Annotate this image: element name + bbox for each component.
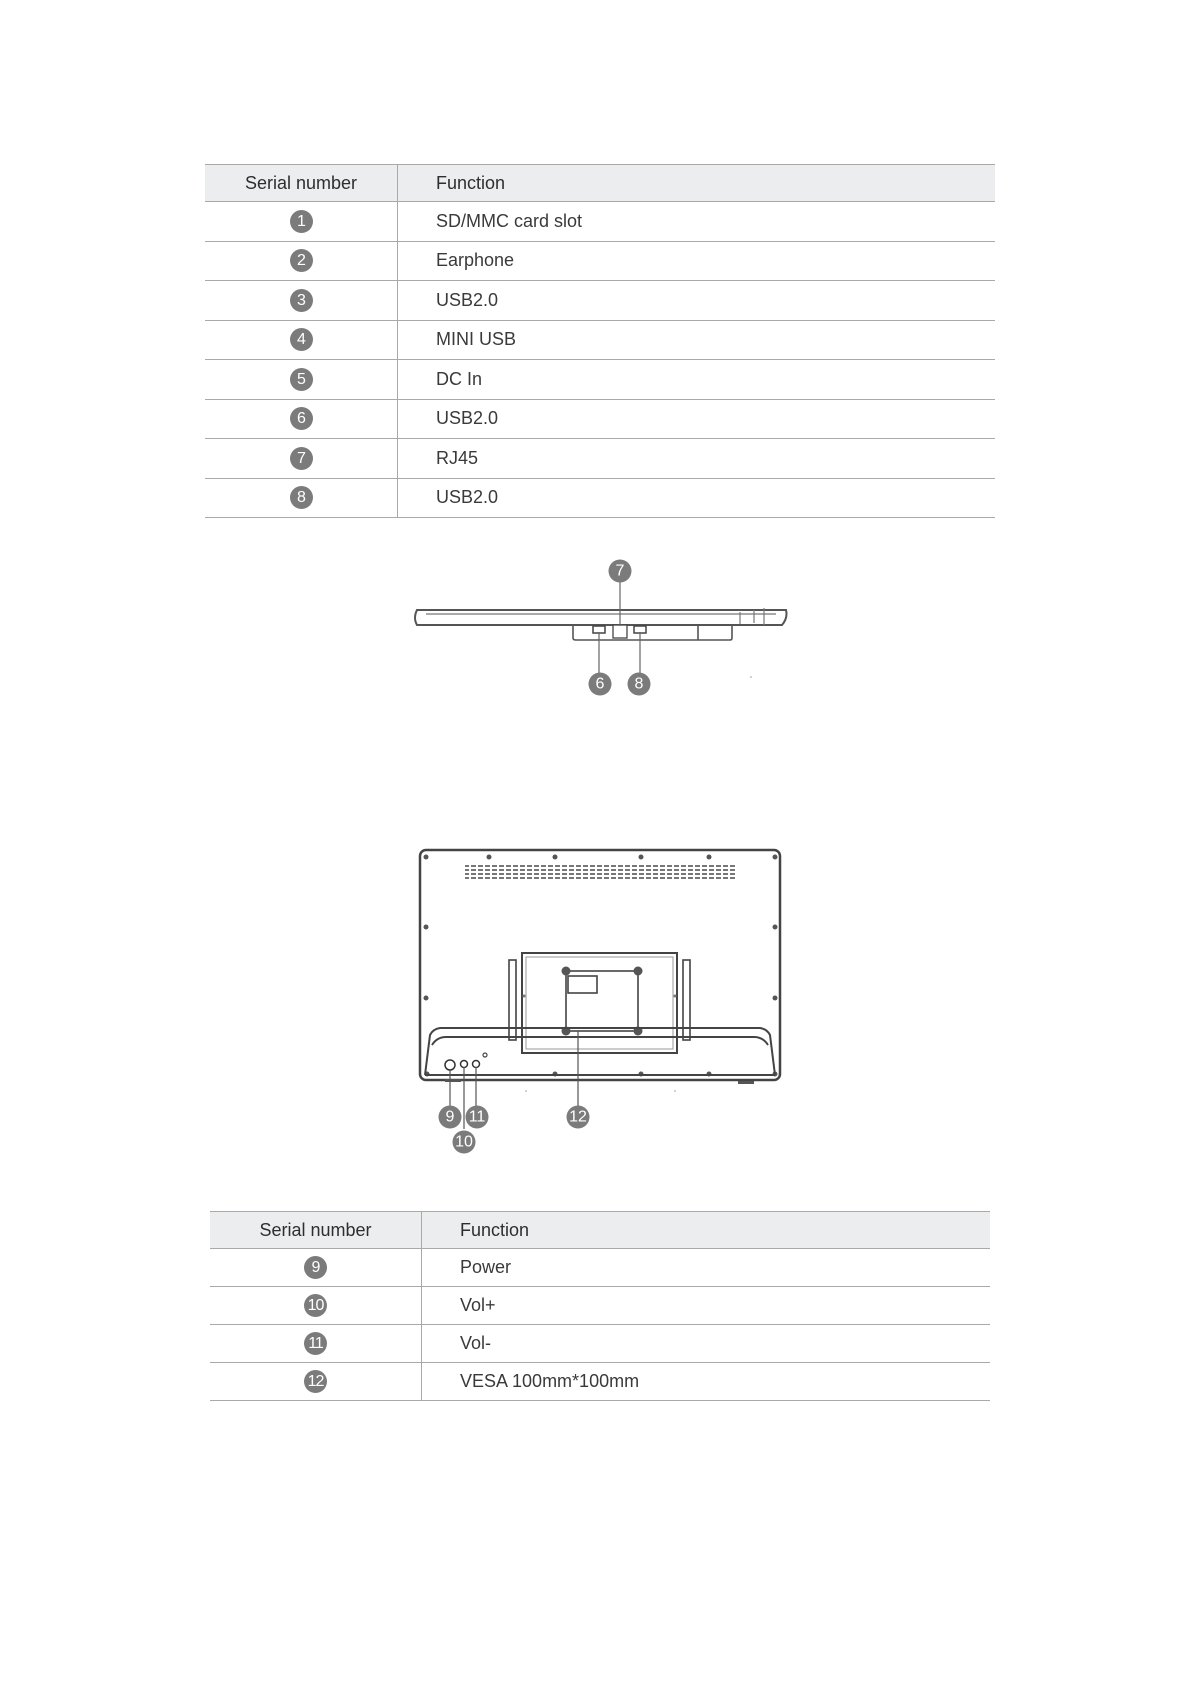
serial-badge: 12 (304, 1370, 327, 1393)
back-view-diagram (410, 845, 790, 1165)
function-cell: RJ45 (398, 439, 996, 479)
callout-badge (589, 673, 612, 696)
table-row (210, 1287, 990, 1325)
serial-number-header: Serial number (205, 165, 398, 202)
callout-badge (453, 1131, 476, 1154)
function-cell: MINI USB (398, 320, 996, 360)
function-cell: USB2.0 (398, 281, 996, 321)
serial-badge: 8 (290, 486, 313, 509)
serial-badge: 9 (304, 1256, 327, 1279)
callout-badge (439, 1106, 462, 1129)
function-cell: Earphone (398, 241, 996, 281)
function-cell: SD/MMC card slot (398, 202, 996, 242)
table-row (205, 281, 995, 321)
serial-badge: 3 (290, 289, 313, 312)
function-cell: Vol+ (422, 1287, 991, 1325)
callout-badge (466, 1106, 489, 1129)
function-cell: Vol- (422, 1325, 991, 1363)
serial-badge: 2 (290, 249, 313, 272)
table-header-row (205, 165, 995, 202)
callout-badge (567, 1106, 590, 1129)
port-table-bottom (210, 1211, 990, 1401)
rj45-port-shape (613, 625, 627, 638)
serial-badge: 10 (304, 1294, 327, 1317)
table-row (210, 1325, 990, 1363)
usb-port-8-shape (634, 626, 646, 633)
table-header-row (210, 1212, 990, 1249)
table-row (205, 320, 995, 360)
table-row (205, 439, 995, 479)
table-row (205, 202, 995, 242)
function-cell: USB2.0 (398, 478, 996, 518)
function-cell: DC In (398, 360, 996, 400)
svg-text:6: 6 (595, 675, 605, 693)
serial-badge: 5 (290, 368, 313, 391)
device-body-outline (415, 610, 787, 625)
svg-text:10: 10 (455, 1133, 473, 1151)
function-cell: Power (422, 1249, 991, 1287)
serial-badge: 7 (290, 447, 313, 470)
table-row (210, 1249, 990, 1287)
table-row (210, 1363, 990, 1401)
svg-text:7: 7 (615, 562, 625, 580)
svg-text:12: 12 (569, 1108, 587, 1126)
serial-number-header: Serial number (210, 1212, 422, 1249)
usb-port-6-shape (593, 626, 605, 633)
function-cell: VESA 100mm*100mm (422, 1363, 991, 1401)
serial-badge: 4 (290, 328, 313, 351)
function-header: Function (398, 165, 996, 202)
table-row (205, 399, 995, 439)
serial-badge: 1 (290, 210, 313, 233)
serial-badge: 6 (290, 407, 313, 430)
svg-text:9: 9 (445, 1108, 455, 1126)
svg-text:11: 11 (468, 1108, 486, 1126)
port-table-top (205, 164, 995, 518)
svg-text:8: 8 (634, 675, 644, 693)
side-view-diagram (410, 552, 790, 707)
serial-badge: 11 (304, 1332, 327, 1355)
function-header: Function (422, 1212, 991, 1249)
table-row (205, 360, 995, 400)
function-cell: USB2.0 (398, 399, 996, 439)
callout-badge (628, 673, 651, 696)
table-row (205, 241, 995, 281)
callout-badge (609, 560, 632, 583)
table-row (205, 478, 995, 518)
